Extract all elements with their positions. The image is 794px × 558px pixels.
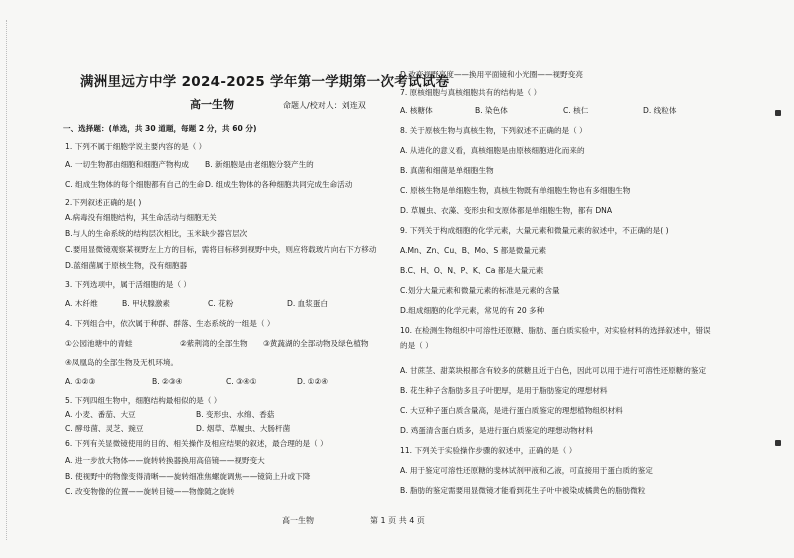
question-6-option-b: B. 使视野中的物像变得清晰——旋转细准焦螺旋调焦——镜筒上升或下降 [65, 472, 311, 481]
question-4-item-3: ③黄蔬湖的全部动物及绿色植物 [263, 339, 369, 348]
question-9-option-b: B.C、H、O、N、P、K、Ca 都是大量元素 [400, 266, 544, 275]
footer-page-number: 第 1 页 共 4 页 [370, 516, 425, 525]
scan-mark [775, 440, 781, 446]
question-3-option-c: C. 花粉 [208, 299, 234, 308]
question-8-option-a: A. 从进化的意义看，真核细胞是由原核细胞进化而来的 [400, 146, 585, 155]
question-7-option-d: D. 线粒体 [643, 106, 677, 115]
binding-gutter [6, 20, 17, 540]
question-4-option-d: D. ①②④ [297, 377, 329, 386]
question-2-option-c: C.要用显微镜观察某视野左上方的目标，需将目标移到视野中央，则应将载玻片向右下方移动 [65, 245, 377, 254]
scan-mark [775, 110, 781, 116]
question-5-option-a: A. 小麦、番茄、大豆 [65, 410, 136, 419]
question-9-option-a: A.Mn、Zn、Cu、B、Mo、S 都是微量元素 [400, 246, 547, 255]
question-8-stem: 8. 关于原核生物与真核生物，下列叙述不正确的是（ ） [400, 126, 587, 135]
question-2-option-a: A.病毒没有细胞结构，其生命活动与细胞无关 [65, 213, 217, 222]
question-4-item-1: ①公园池塘中的青蛙 [65, 339, 133, 348]
question-3-option-d: D. 血浆蛋白 [287, 299, 329, 308]
question-8-option-c: C. 原核生物是单细胞生物，真核生物既有单细胞生物也有多细胞生物 [400, 186, 631, 195]
question-10-option-b: B. 花生种子含脂肪多且子叶肥厚，是用于脂肪鉴定的理想材料 [400, 386, 608, 395]
footer-subject: 高一生物 [282, 516, 314, 525]
question-10-stem-cont: 的是（ ） [400, 341, 433, 350]
question-2-option-b: B.与人的生命系统的结构层次相比，玉米缺少器官层次 [65, 229, 248, 238]
question-1-option-a: A. 一切生物都由细胞和细胞产物构成 [65, 160, 189, 169]
question-4-stem: 4. 下列组合中，依次属于种群、群落、生态系统的一组是（ ） [65, 319, 275, 328]
question-1-option-d: D. 组成生物体的各种细胞共同完成生命活动 [205, 180, 353, 189]
question-9-option-c: C.划分大量元素和微量元素的标准是元素的含量 [400, 286, 560, 295]
question-7-option-c: C. 核仁 [563, 106, 589, 115]
question-1-option-b: B. 新细胞是由老细胞分裂产生的 [205, 160, 314, 169]
question-10-option-c: C. 大豆种子蛋白质含量高，是进行蛋白质鉴定的理想植物组织材料 [400, 406, 623, 415]
question-5-option-b: B. 变形虫、水绵、香菇 [196, 410, 275, 419]
question-8-option-b: B. 真菌和细菌是单细胞生物 [400, 166, 494, 175]
question-9-stem: 9. 下列关于构成细胞的化学元素，大量元素和微量元素的叙述中，不正确的是( ) [400, 226, 669, 235]
exam-title: 满洲里远方中学 2024-2025 学年第一学期第一次考试试卷 [80, 74, 450, 90]
question-4-option-b: B. ②③④ [152, 377, 183, 386]
question-1-option-c: C. 组成生物体的每个细胞都有自己的生命 [65, 180, 205, 189]
question-10-option-d: D. 鸡蛋清含蛋白质多，是进行蛋白质鉴定的理想动物材料 [400, 426, 593, 435]
question-10-stem: 10. 在检测生物组织中可溶性还原糖、脂肪、蛋白质实验中，对实验材料的选择叙述中，错误 [400, 326, 711, 335]
question-7-option-b: B. 染色体 [475, 106, 508, 115]
question-4-option-c: C. ③④① [226, 377, 257, 386]
question-5-stem: 5. 下列四组生物中，细胞结构最相似的是（ ） [65, 396, 222, 405]
question-6-option-a: A. 进一步放大物体——旋转转换器换用高倍镜——视野变大 [65, 456, 265, 465]
question-3-stem: 3. 下列选项中，属于活细胞的是（ ） [65, 280, 191, 289]
question-4-option-a: A. ①②③ [65, 377, 96, 386]
question-2-option-d: D.蓝细菌属于原核生物，没有细胞器 [65, 261, 188, 270]
question-7-stem: 7. 原核细胞与真核细胞共有的结构是（ ） [400, 88, 542, 97]
question-6-option-c: C. 改变物像的位置——旋转目镜——物像随之旋转 [65, 487, 235, 496]
question-4-item-4: ④凤凰岛的全部生物及无机环境。 [65, 358, 179, 367]
question-6-option-d: D.改变视野亮度——换用平面镜和小光圈——视野变亮 [400, 70, 583, 79]
question-2-stem: 2.下列叙述正确的是( ) [65, 198, 142, 207]
question-6-stem: 6. 下列有关显微镜使用的目的、相关操作及相应结果的叙述，最合理的是（ ） [65, 439, 328, 448]
question-8-option-d: D. 草履虫、衣藻、变形虫和支原体都是单细胞生物，都有 DNA [400, 206, 613, 215]
question-3-option-b: B. 甲状腺激素 [122, 299, 171, 308]
question-9-option-d: D.组成细胞的化学元素，常见的有 20 多种 [400, 306, 545, 315]
question-11-option-a: A. 用于鉴定可溶性还原糖的斐林试剂甲液和乙液，可直接用于蛋白质的鉴定 [400, 466, 653, 475]
question-11-stem: 11. 下列关于实验操作步骤的叙述中，正确的是（ ） [400, 446, 577, 455]
exam-subject: 高一生物 [190, 98, 234, 111]
question-11-option-b: B. 脂肪的鉴定需要用显微镜才能看到花生子叶中被染成橘黄色的脂肪微粒 [400, 486, 646, 495]
exam-author: 命题人/校对人：刘连双 [283, 101, 366, 110]
section-heading: 一、选择题：(单选，共 30 道题，每题 2 分，共 60 分) [63, 124, 257, 133]
question-5-option-c: C. 酵母菌、灵芝、豌豆 [65, 424, 144, 433]
question-5-option-d: D. 烟草、草履虫、大肠杆菌 [196, 424, 291, 433]
question-4-item-2: ②紫荆湾的全部生物 [180, 339, 248, 348]
question-1-stem: 1. 下列不属于细胞学说主要内容的是（ ） [65, 142, 207, 151]
question-7-option-a: A. 核糖体 [400, 106, 433, 115]
question-3-option-a: A. 木纤维 [65, 299, 98, 308]
question-10-option-a: A. 甘蔗茎、甜菜块根都含有较多的蔗糖且近于白色，因此可以用于进行可溶性还原糖的鉴定 [400, 366, 707, 375]
